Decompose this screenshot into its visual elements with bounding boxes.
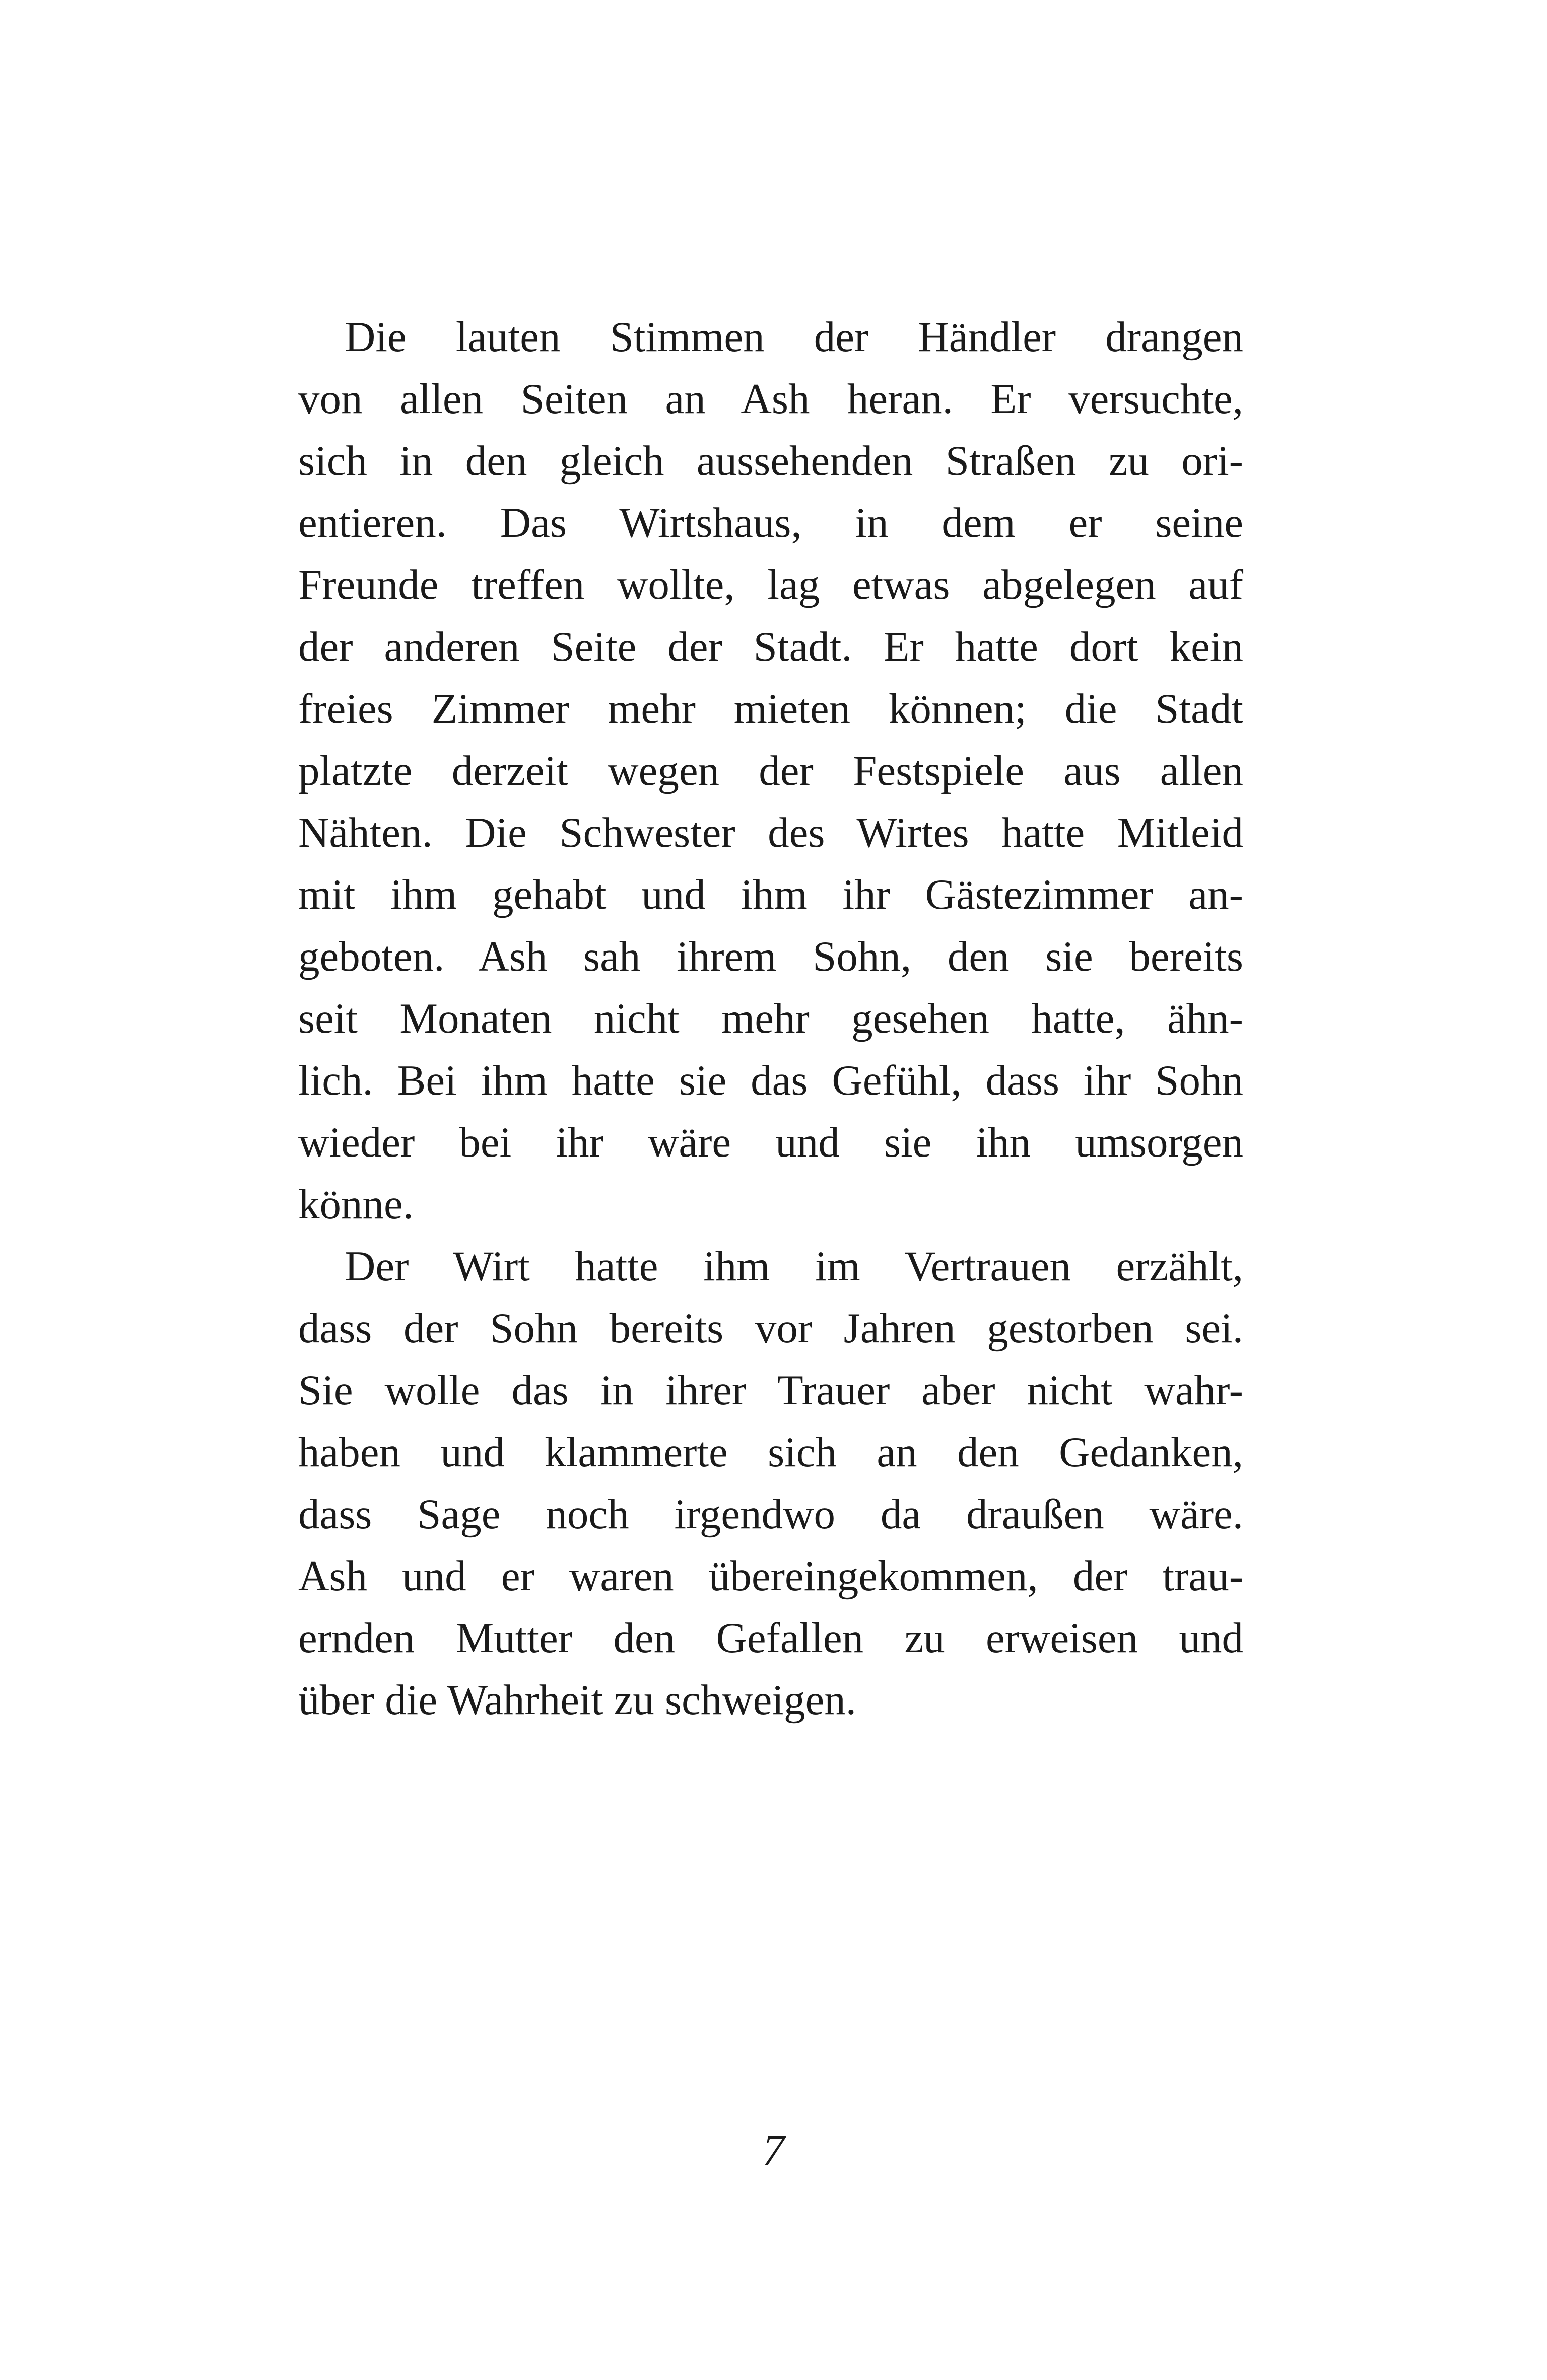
text-line: freies Zimmer mehr mieten können; die Stadt: [298, 685, 1243, 732]
text-line: über die Wahrheit zu schweigen.: [298, 1676, 856, 1724]
text-line: Sie wolle das in ihrer Trauer aber nicht wahr-: [298, 1367, 1243, 1414]
text-line: von allen Seiten an Ash heran. Er versuchte,: [298, 375, 1243, 423]
text-line: mit ihm gehabt und ihm ihr Gästezimmer an-: [298, 871, 1243, 918]
text-line: Ash und er waren übereingekommen, der trau-: [298, 1552, 1243, 1600]
body-text: [298, 306, 1243, 1731]
text-line: Freunde treffen wollte, lag etwas abgelegen auf: [298, 561, 1243, 608]
text-line: Die lauten Stimmen der Händler drangen: [345, 313, 1243, 361]
text-line: dass der Sohn bereits vor Jahren gestorben sei.: [298, 1305, 1243, 1352]
text-line: Nähten. Die Schwester des Wirtes hatte Mitleid: [298, 809, 1243, 856]
text-line: der anderen Seite der Stadt. Er hatte dort kein: [298, 623, 1243, 670]
text-line: ernden Mutter den Gefallen zu erweisen und: [298, 1614, 1243, 1662]
text-line: platzte derzeit wegen der Festspiele aus allen: [298, 747, 1243, 794]
text-line: haben und klammerte sich an den Gedanken,: [298, 1429, 1243, 1476]
text-line: wieder bei ihr wäre und sie ihn umsorgen: [298, 1119, 1243, 1166]
text-line: seit Monaten nicht mehr gesehen hatte, ähn-: [298, 995, 1243, 1042]
text-line: geboten. Ash sah ihrem Sohn, den sie bereits: [298, 933, 1243, 980]
text-line: sich in den gleich aussehenden Straßen zu ori-: [298, 437, 1243, 485]
text-line: lich. Bei ihm hatte sie das Gefühl, dass ihr Sohn: [298, 1057, 1243, 1104]
text-line: könne.: [298, 1181, 414, 1228]
text-line: dass Sage noch irgendwo da draußen wäre.: [298, 1490, 1243, 1538]
text-line: Der Wirt hatte ihm im Vertrauen erzählt,: [345, 1243, 1243, 1290]
page-number: 7: [762, 2126, 785, 2175]
text-line: entieren. Das Wirtshaus, in dem er seine: [298, 499, 1243, 547]
